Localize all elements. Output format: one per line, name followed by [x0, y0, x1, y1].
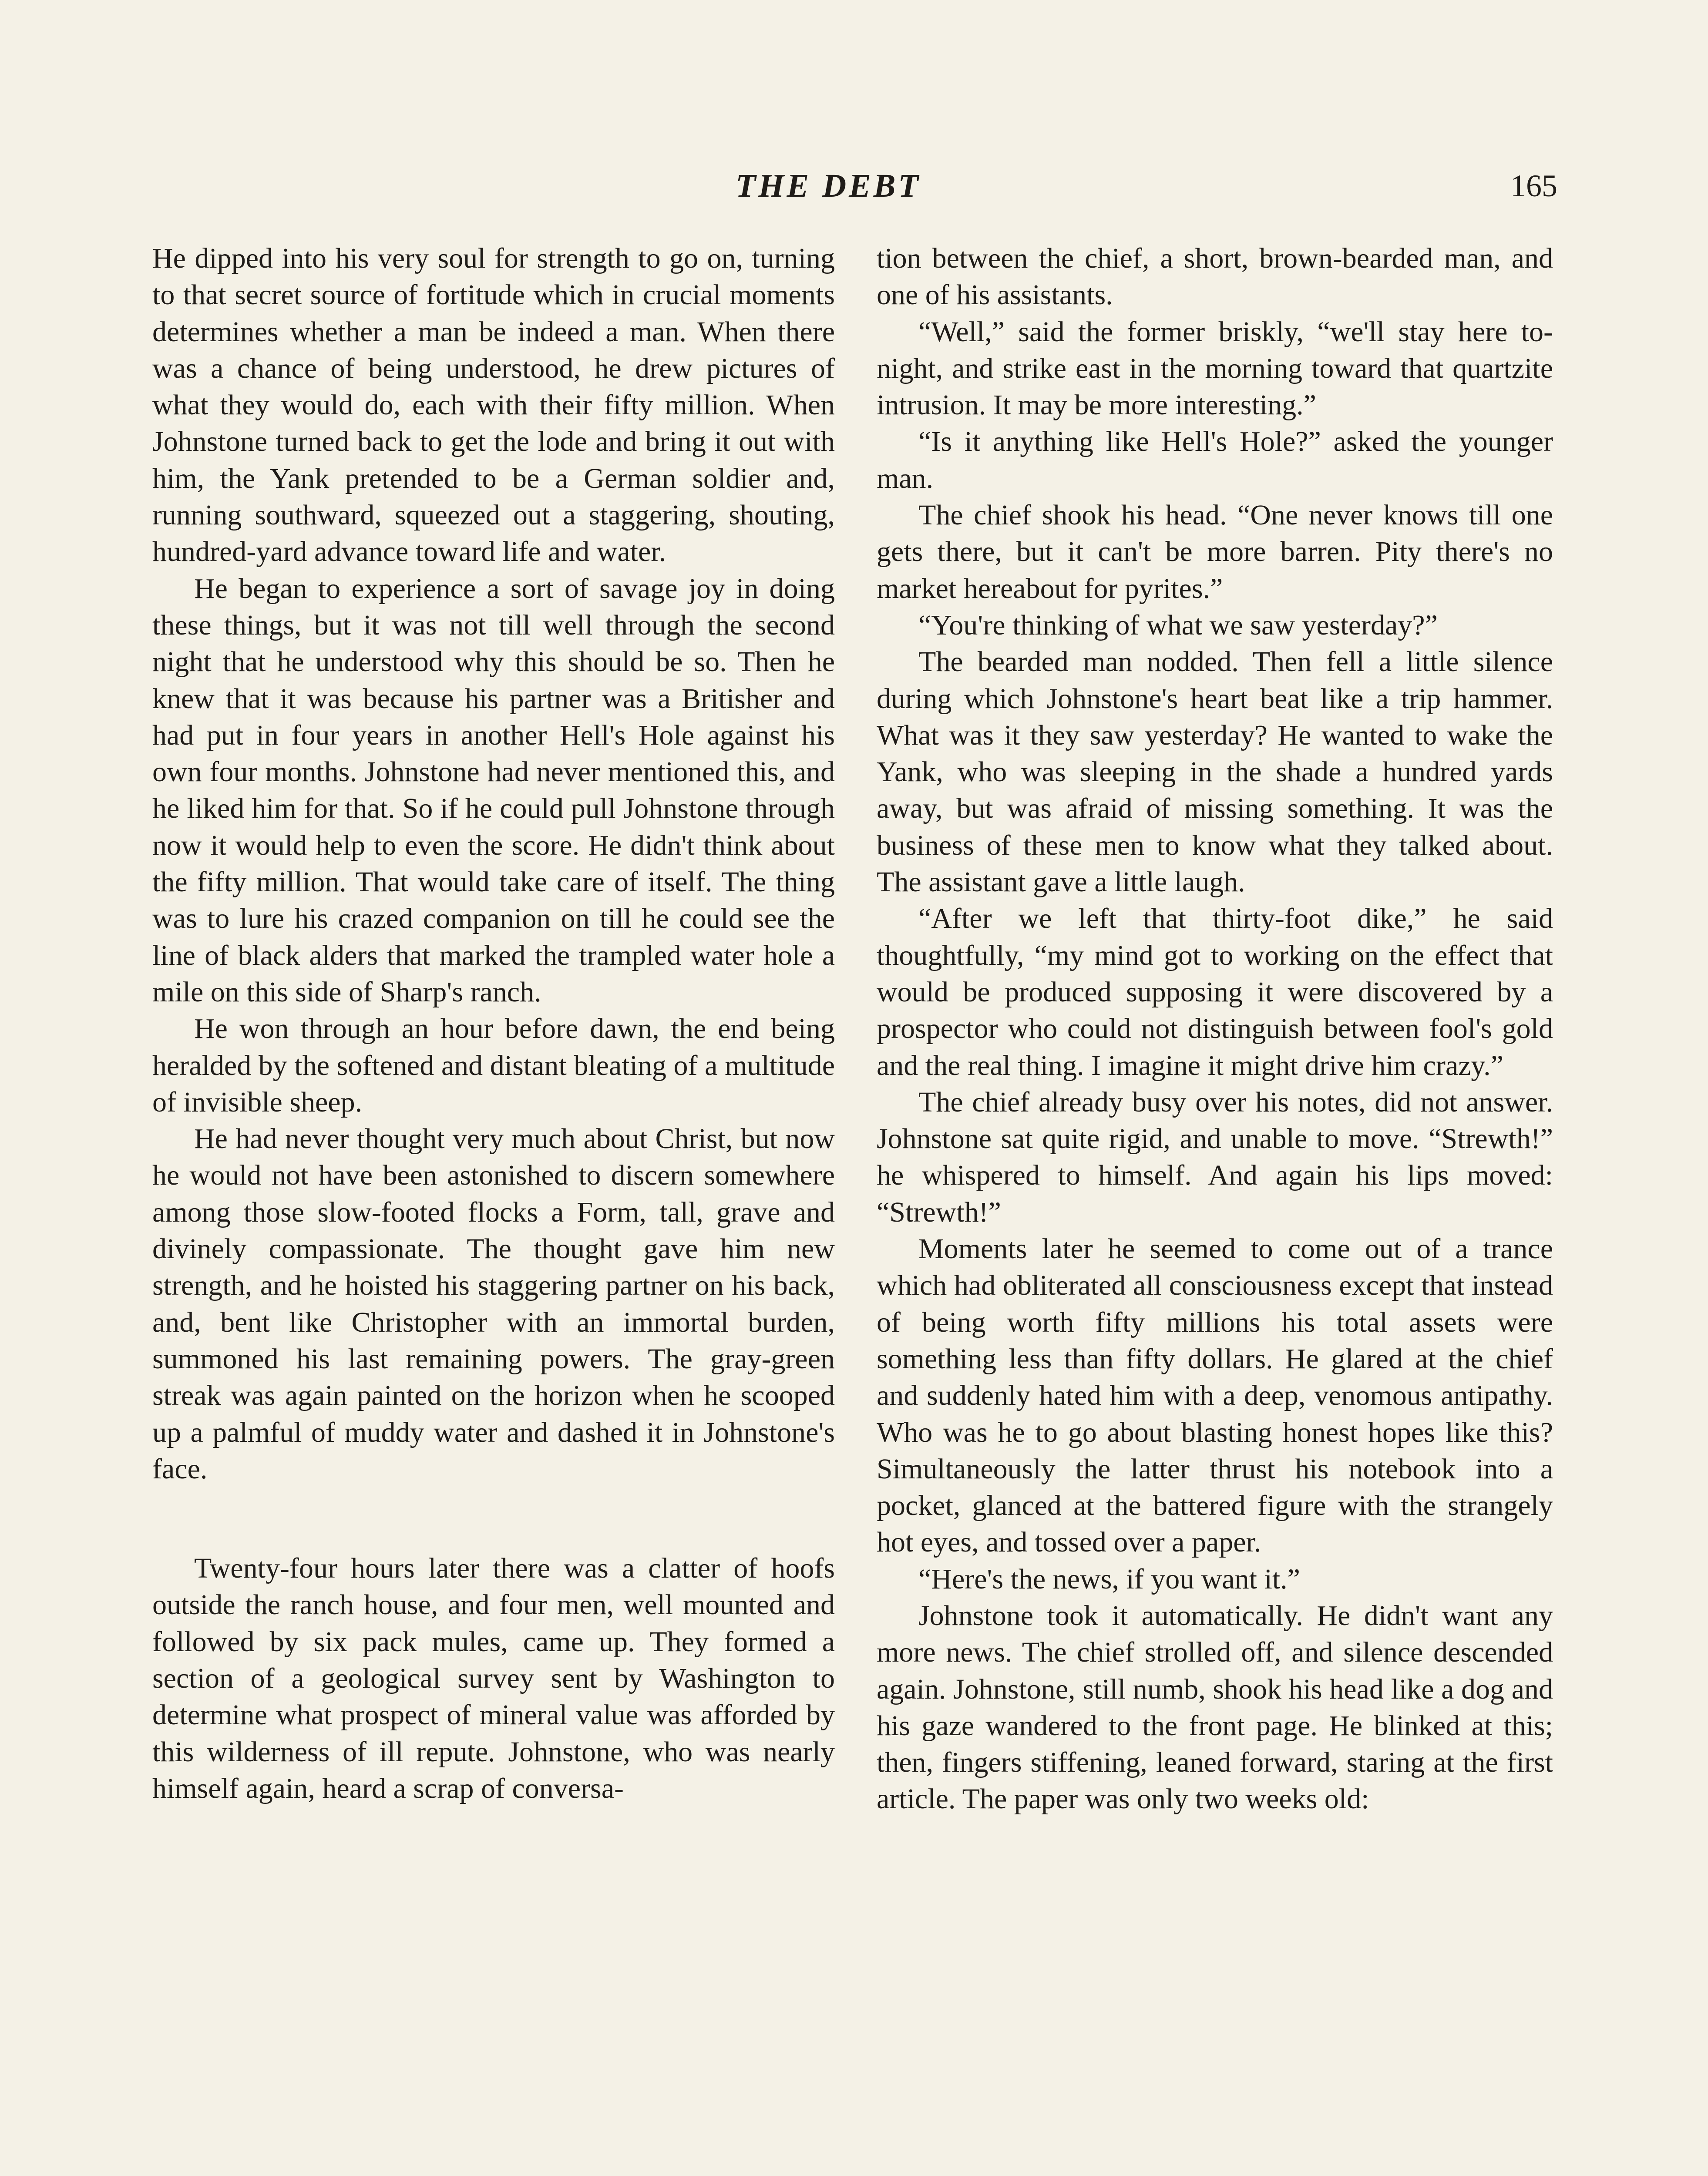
paragraph: “After we left that thirty-foot dike,” he said thoughtfully, “my mind got to working on the effect that would be produced supposing it were discovered by a prospector who could not distinguish between fool's gold and the real thing. I imagine it might drive him crazy.”: [877, 903, 1553, 1081]
paragraph: “You're thinking of what we saw yesterday?”: [918, 609, 1438, 641]
paragraph: He had never thought very much about Christ, but now he would not have been astonished to discern somewhere among those slow-footed flocks a Form, tall, grave and divinely compassionate. The thought gave him new strength, and he hoisted his staggering partner on his back, and, bent like Christopher with an immortal burden, summoned his last remaining powers. The gray-green streak was again painted on the horizon when he scooped up a palmful of muddy water and dashed it in Johnstone's face.: [152, 1123, 835, 1485]
paragraph: “Here's the news, if you want it.”: [918, 1563, 1300, 1595]
paragraph: Johnstone took it automatically. He didn't want any more news. The chief strolled off, and silence descended again. Johnstone, still numb, shook his head like a dog and his gaze wandered to the front page. He blinked at this; then, fingers stiffening, leaned forward, staring at the first article. The paper was only two weeks old:: [877, 1599, 1553, 1815]
left-column: [152, 240, 835, 1807]
paragraph: He began to experience a sort of savage joy in doing these things, but it was not till well through the second night that he understood why this should be so. Then he knew that it was because his partner was a Britisher and had put in four years in another Hell's Hole against his own four months. Johnstone had never mentioned this, and he liked him for that. So if he could pull Johnstone through now it would help to even the score. He didn't think about the fifty million. That would take care of itself. The thing was to lure his crazed companion on till he could see the line of black alders that marked the trampled water hole a mile on this side of Sharp's ranch.: [152, 572, 835, 1008]
paragraph: Moments later he seemed to come out of a trance which had obliterated all consciousness except that instead of being worth fifty millions his total assets were something less than fifty dollars. He glared at the chief and suddenly hated him with a deep, venomous antipathy. Who was he to go about blasting honest hopes like this? Simultaneously the latter thrust his notebook into a pocket, glanced at the battered figure with the strangely hot eyes, and tossed over a paper.: [877, 1233, 1553, 1558]
paragraph: “Is it anything like Hell's Hole?” asked the younger man.: [877, 426, 1553, 494]
paragraph: Twenty-four hours later there was a clatter of hoofs outside the ranch house, and four men, well mounted and followed by six pack mules, came up. They formed a section of a geological survey sent by Washington to determine what prospect of mineral value was afforded by this wilderness of ill repute. Johnstone, who was nearly himself again, heard a scrap of conversa-: [152, 1552, 835, 1804]
running-title: THE DEBT: [736, 168, 921, 204]
paragraph: He won through an hour before dawn, the end being heralded by the softened and distant bleating of a multitude of invisible sheep.: [152, 1013, 835, 1118]
running-header: [0, 162, 1708, 210]
paragraph: tion between the chief, a short, brown-bearded man, and one of his assistants.: [877, 242, 1553, 311]
paragraph: The chief already busy over his notes, did not answer. Johnstone sat quite rigid, and unable to move. “Strewth!” he whispered to himself. And again his lips moved: “Strewth!”: [877, 1086, 1553, 1228]
paragraph: “Well,” said the former briskly, “we'll stay here to-night, and strike east in the morning toward that quartzite intrusion. It may be more interesting.”: [877, 316, 1553, 421]
page-number: 165: [1510, 168, 1557, 203]
paragraph: He dipped into his very soul for strength to go on, turning to that secret source of fortitude which in crucial moments determines whether a man be indeed a man. When there was a chance of being understood, he drew pictures of what they would do, each with their fifty million. When Johnstone turned back to get the lode and bring it out with him, the Yank pretended to be a German soldier and, running southward, squeezed out a staggering, shouting, hundred-yard advance toward life and water.: [152, 242, 835, 568]
right-column: [877, 240, 1553, 1818]
paragraph: The bearded man nodded. Then fell a little silence during which Johnstone's heart beat like a trip hammer. What was it they saw yesterday? He wanted to wake the Yank, who was sleeping in the shade a hundred yards away, but was afraid of missing something. It was the business of these men to know what they talked about. The assistant gave a little laugh.: [877, 646, 1553, 898]
paragraph: The chief shook his head. “One never knows till one gets there, but it can't be more barren. Pity there's no market hereabout for pyrites.”: [877, 499, 1553, 604]
